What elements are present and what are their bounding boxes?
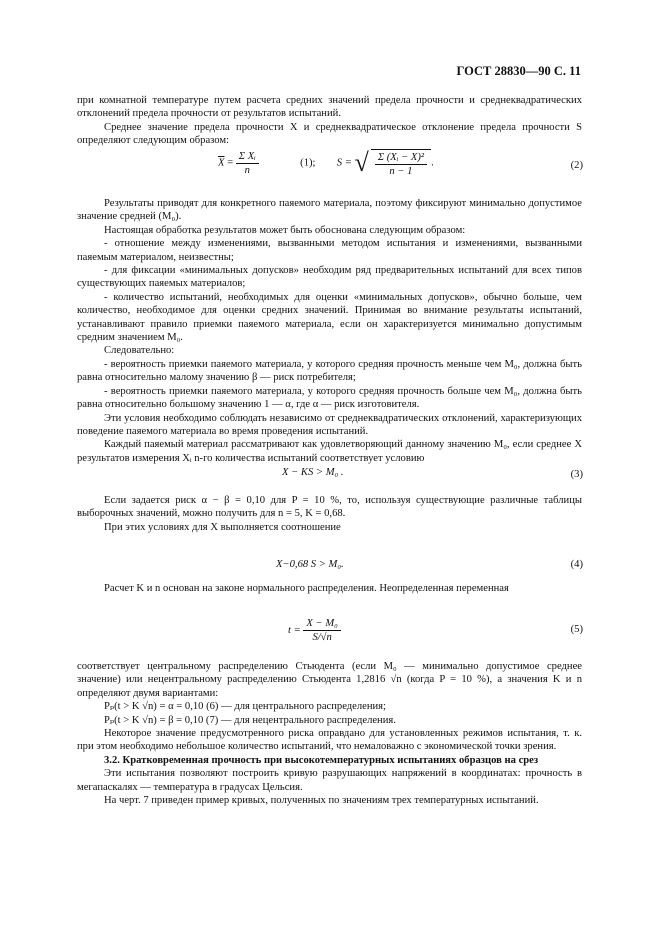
numerator: Σ (Xᵢ − X)² — [375, 152, 427, 165]
list-item: - для фиксации «минимальных допусков» необходим ряд предварительных испытаний для всех типов существующих паяемых материалов; — [77, 265, 582, 290]
denominator: S/√n — [312, 632, 332, 643]
numerator: X − M₀ — [303, 618, 340, 631]
equation-number: (4) — [570, 559, 583, 570]
paragraph: Расчет K и n основан на законе нормального распределения. Неопределенная переменная — [104, 583, 509, 594]
equation-number: (5) — [570, 624, 583, 635]
paragraph: Эти испытания позволяют построить кривую разрушающих напряжений в координатах: прочность в мегапаскалях — температура в градусах Цельсия. — [77, 768, 582, 793]
formula-line: Pₚ(t > K √n) = α = 0,10 (6) — для центрального распределения; — [104, 701, 386, 713]
formula-5 — [288, 618, 341, 643]
paragraph: Настоящая обработка результатов может быть обоснована следующим образом: — [104, 224, 466, 236]
page-header: ГОСТ 28830—90 С. 11 — [456, 64, 581, 78]
denominator: n − 1 — [389, 166, 413, 177]
paragraph: При этих условиях для X выполняется соотношение — [104, 521, 341, 533]
paragraph: Если задается риск α − β = 0,10 для P = 10 %, то, используя существующие различные таблицы выборочных значений, можно получить для n = 5, K = 0,68. — [77, 495, 582, 520]
list-item: - отношение между изменениями, вызванными методом испытания и изменениями, вызванными паяемым материалом, неизвестны; — [77, 238, 582, 263]
formula-label: (1); — [300, 157, 316, 169]
fraction — [303, 618, 340, 643]
list-item: - вероятность приемки паяемого материала, у которого средняя прочность больше чем M₀, должна быть равна относительно большому значению 1 — α, где α — риск изготовителя. — [77, 385, 582, 411]
fraction — [236, 151, 259, 176]
paragraph: при комнатной температуре путем расчета средних значений предела прочности и среднеквадратических отклонений предела прочности от результатов испытаний. — [77, 95, 582, 120]
formula-symbol: S = — [336, 157, 352, 169]
paragraph: Некоторое значение предусмотренного риска оправдано для установленных режимов испытания, т. к. при этом необходимо небольшое количество испытаний, что немаловажно с экономической точки зрения. — [77, 728, 582, 753]
formula-line: Pₚ(t > K √n) = β = 0,10 (7) — для нецентрального распределения. — [104, 714, 396, 726]
equation-number: (3) — [570, 469, 583, 480]
paragraph: Среднее значение предела прочности X и среднеквадратическое отклонение предела прочности S определяют следующим образом: — [77, 121, 582, 147]
formula-mean-std: $\overline{X}$ = $\frac{\text{Σ Xᵢ}}{n}$ (1); S = √ $\frac{\text{Σ (Xᵢ − X)²}}{n - 1}$ . — [218, 148, 434, 177]
radicand — [371, 149, 431, 177]
equation-number: (2) — [570, 160, 583, 171]
fraction — [375, 152, 427, 177]
paragraph: На черт. 7 приведен пример кривых, полученных по значениям трех температурных испытаний. — [104, 795, 539, 807]
formula-symbol: t = — [288, 624, 301, 636]
intro-block — [77, 94, 582, 148]
body-block — [77, 582, 582, 595]
sqrt-icon: √ — [354, 148, 369, 177]
numerator: Σ Xᵢ — [236, 151, 259, 164]
section-heading: 3.2. Кратковременная прочность при высокотемпературных испытаниях образцов на срез — [104, 754, 539, 766]
formula-3: X − KS > M₀ . — [282, 467, 344, 478]
paragraph: Каждый паяемый материал рассматривают как удовлетворяющий данному значению M₀, если среднее X результатов измерения Xᵢ n-го количества испытаний соответствует условию — [77, 439, 582, 464]
paragraph: соответствует центральному распределению Стьюдента (если M₀ — минимально допустимое среднее значение) или нецентральному распределению Стьюдента 1,2816 √n (когда P = 10 %), а значения K и n определяют двумя вариантами: — [77, 661, 582, 699]
body-block — [77, 660, 582, 807]
denominator: n — [244, 164, 250, 176]
paragraph: Результаты приводят для конкретного паяемого материала, поэтому фиксируют минимально допустимое значение средней (M₀). — [77, 198, 582, 223]
paragraph: Следовательно: — [104, 345, 175, 357]
formula-symbol: $\overline{X}$ — [218, 157, 225, 169]
body-block — [77, 494, 582, 534]
list-item: - количество испытаний, необходимых для оценки «минимальных допусков», обычно больше, чем количество, необходимое для оценки средних значений. Принимая во внимание результаты испытаний, устанавливают правило приемки паяемого материала, если он характеризуется минимально допустимым средним значением M₀. — [77, 291, 582, 344]
paragraph: Эти условия необходимо соблюдать независимо от среднеквадратических отклонений, характеризующих поведение паяемого материала во время проведения испытаний. — [77, 412, 582, 437]
formula-4: X−0,68 S > M₀. — [276, 559, 344, 570]
list-item: - вероятность приемки паяемого материала, у которого средняя прочность меньше чем M₀, должна быть равна относительно малому значению β — риск потребителя; — [77, 358, 582, 384]
body-block — [77, 197, 582, 465]
